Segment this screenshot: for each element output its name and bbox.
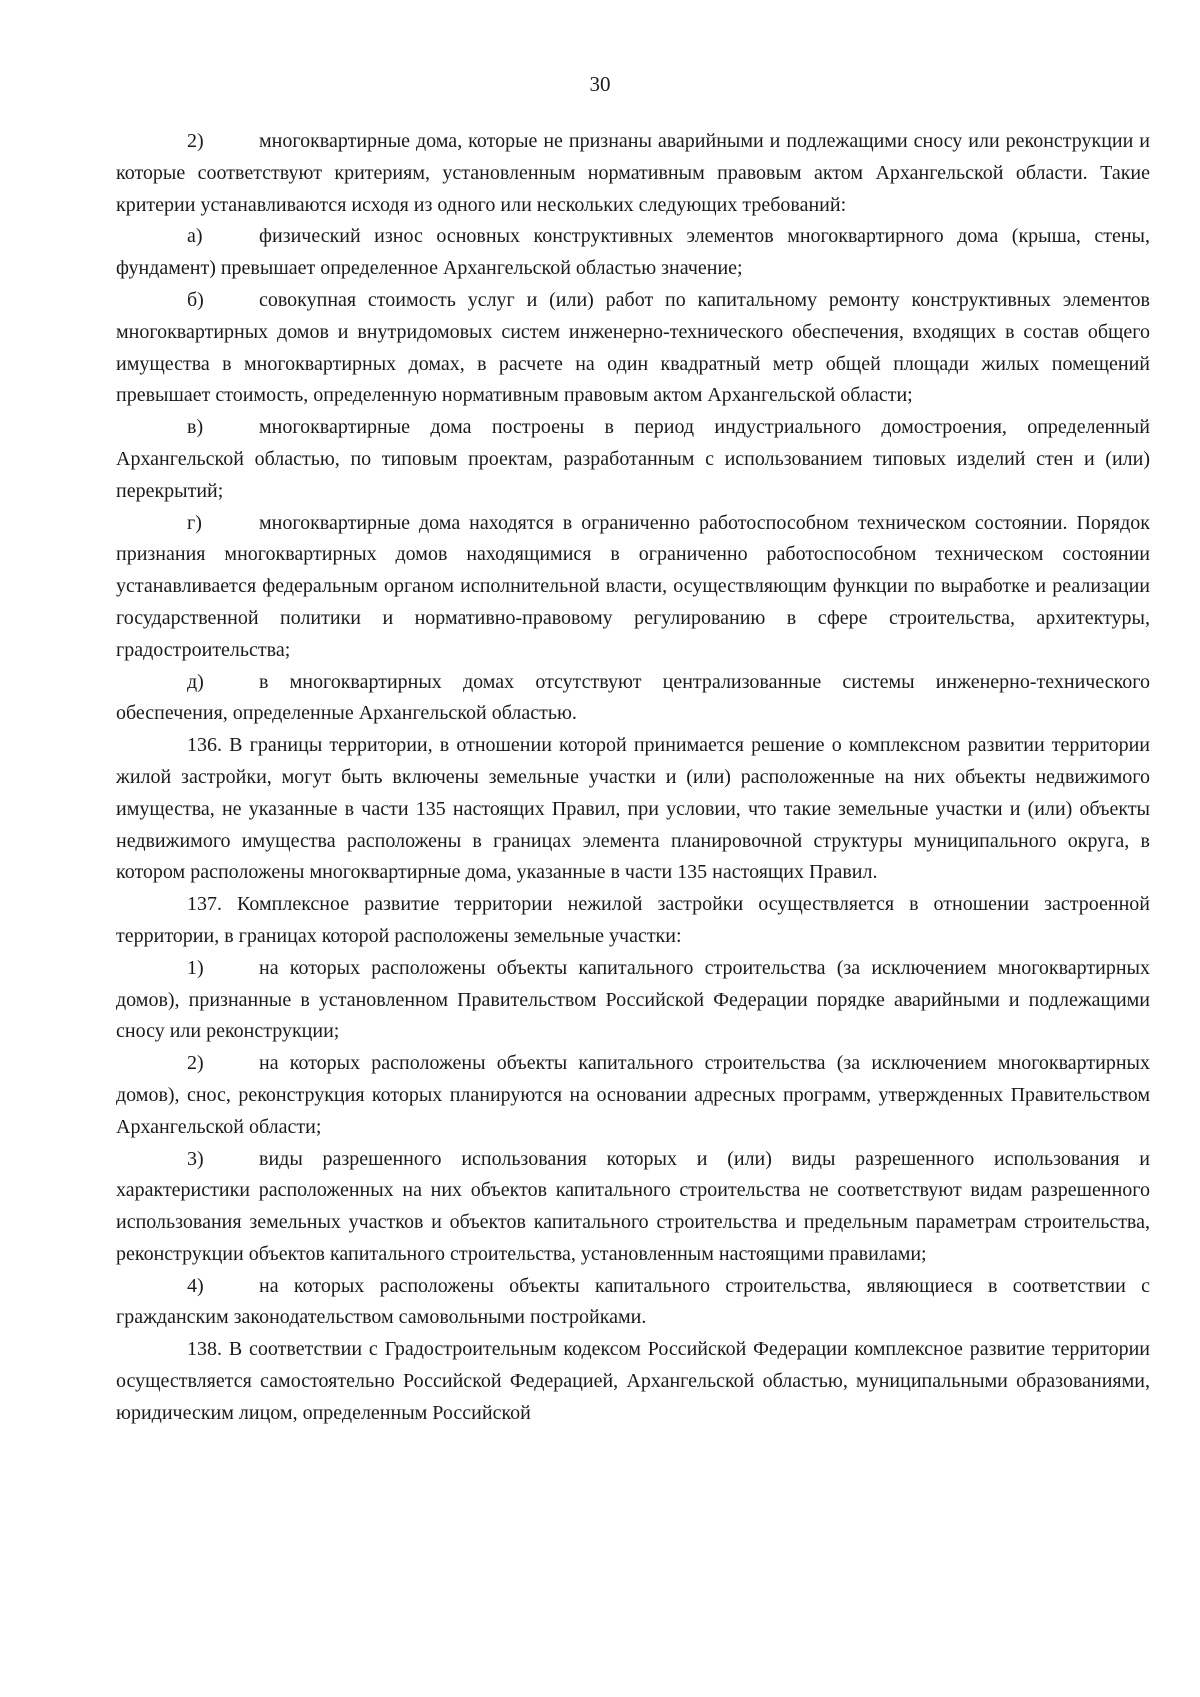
- list-item-d-no-central-systems: [116, 667, 1150, 731]
- clause-number: 137.: [187, 893, 222, 916]
- item-text: физический износ основных конструктивных элементов многоквартирного дома (крыша, стены, фундамент) превышает определенное Архангельской областью значение;: [116, 225, 1150, 280]
- item-text: многоквартирные дома построены в период индустриального домостроения, определенный Архангельской областью, по типовым проектам, разработанным с использованием типовых изделий стен и (или) перекрытий;: [116, 416, 1150, 502]
- item-text: многоквартирные дома, которые не признаны аварийными и подлежащими сносу или реконструкции и которые соответствуют критериям, установленным нормативным правовым актом Архангельской области. Такие критерии устанавливаются исходя из одного или нескольких следующих требований:: [116, 130, 1150, 216]
- list-item-b-repair-cost: [116, 285, 1150, 412]
- item-marker: в): [187, 416, 204, 439]
- item-marker: 2): [187, 130, 204, 152]
- list-item-v-industrial-construction: [116, 412, 1150, 507]
- list-item-a-physical-wear: [116, 221, 1150, 285]
- page-number: 30: [589, 72, 611, 96]
- clause-text: Комплексное развитие территории нежилой застройки осуществляется в отношении застроенной территории, в границах которой расположены земельные участки:: [116, 893, 1150, 947]
- item-text: на которых расположены объекты капитального строительства, являющиеся в соответствии с гражданским законодательством самовольными постройками.: [116, 1274, 1150, 1329]
- clause-text: В соответствии с Градостроительным кодексом Российской Федерации комплексное развитие территории осуществляется самостоятельно Российской Федерацией, Архангельской областью, муниципальными образованиями, юридическим лицом, определенным Российской: [116, 1338, 1150, 1424]
- item-marker: 3): [187, 1147, 204, 1170]
- item-text: совокупная стоимость услуг и (или) работ по капитальному ремонту конструктивных элементов многоквартирных домов и внутридомовых систем инженерно-технического обеспечения, входящих в состав общего имущества в многоквартирных домах, в расчете на один квадратный метр общей площади жилых помещений превышает стоимость, определенную нормативным правовым актом Архангельской области;: [116, 288, 1150, 407]
- list-item-g-limited-operability: [116, 508, 1150, 667]
- item-text: на которых расположены объекты капитального строительства (за исключением многоквартирных домов), признанные в установленном Правительством Российской Федерации порядке аварийными и подлежащими сносу или реконструкции;: [116, 956, 1150, 1043]
- item-marker: г): [187, 511, 202, 534]
- list-item-1-emergency-objects: [116, 953, 1150, 1048]
- list-item-4-unauthorized-buildings: [116, 1271, 1150, 1335]
- item-text: виды разрешенного использования которых и (или) виды разрешенного использования и характеристики расположенных на них объектов капитального строительства не соответствуют видам разрешенного использования земельных участков и объектов капитального строительства и предельным параметрам строительства, реконструкции объектов капитального строительства, установленным настоящими правилами;: [116, 1147, 1150, 1265]
- item-text: в многоквартирных домах отсутствуют централизованные системы инженерно-технического обеспечения, определенные Архангельской областью.: [116, 670, 1150, 725]
- item-marker: 2): [187, 1052, 204, 1075]
- document-body: [116, 126, 1150, 1430]
- clause-number: 136.: [187, 734, 222, 757]
- item-marker: а): [187, 225, 203, 248]
- clause-138: [116, 1334, 1150, 1429]
- list-item-2-address-programs: [116, 1048, 1150, 1143]
- list-item-2-apartment-buildings: [116, 126, 1150, 221]
- clause-136: [116, 730, 1150, 889]
- list-item-3-permitted-use: [116, 1144, 1150, 1271]
- clause-text: В границы территории, в отношении которой принимается решение о комплексном развитии территории жилой застройки, могут быть включены земельные участки и (или) расположенные на них объекты недвижимого имущества, не указанные в части 135 настоящих Правил, при условии, что такие земельные участки и (или) объекты недвижимого имущества расположены в границах элемента планировочной структуры муниципального округа, в котором расположены многоквартирные дома, указанные в части 135 настоящих Правил.: [116, 734, 1151, 884]
- item-text: многоквартирные дома находятся в ограниченно работоспособном техническом состоянии. Порядок признания многоквартирных домов находящимися в ограниченно работоспособном техническом состоянии устанавливается федеральным органом исполнительной власти, осуществляющим функции по выработке и реализации государственной политики и нормативно-правовому регулированию в сфере строительства, архитектуры, градостроительства;: [116, 511, 1150, 661]
- item-marker: 4): [187, 1274, 204, 1297]
- item-text: на которых расположены объекты капитального строительства (за исключением многоквартирных домов), снос, реконструкция которых планируются на основании адресных программ, утвержденных Правительством Архангельской области;: [116, 1052, 1150, 1138]
- item-marker: д): [187, 670, 204, 693]
- item-marker: б): [187, 288, 204, 311]
- item-marker: 1): [187, 956, 204, 979]
- clause-number: 138.: [187, 1338, 222, 1361]
- clause-137: [116, 889, 1150, 953]
